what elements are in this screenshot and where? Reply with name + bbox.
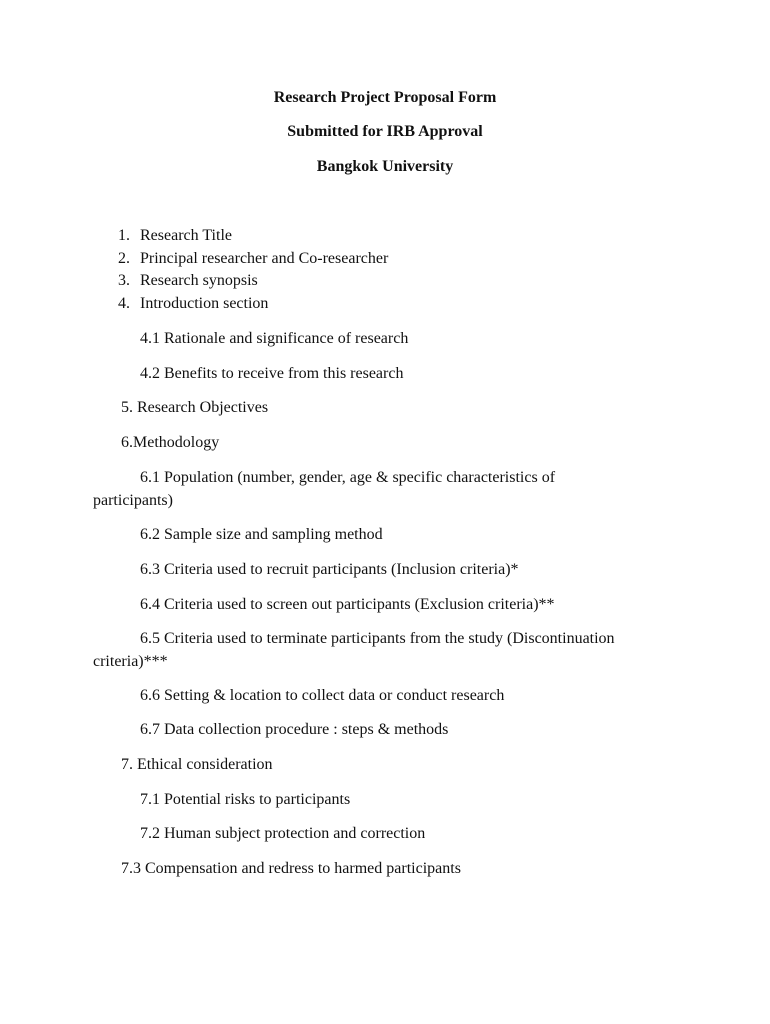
section-6-1-line1: 6.1 Population (number, gender, age & specific characteristics of bbox=[140, 469, 556, 486]
section-6-4: 6.4 Criteria used to screen out participants (Exclusion criteria)** bbox=[140, 596, 555, 613]
section-7-3: 7.3 Compensation and redress to harmed participants bbox=[121, 860, 461, 877]
list-item-number: 4. bbox=[118, 295, 130, 312]
section-7-2: 7.2 Human subject protection and correction bbox=[140, 825, 426, 842]
form-subtitle: Submitted for IRB Approval bbox=[287, 123, 483, 140]
list-item-number: 1. bbox=[118, 227, 130, 244]
institution-name: Bangkok University bbox=[316, 158, 454, 175]
section-6-5-line2: criteria)*** bbox=[93, 653, 168, 670]
section-7: 7. Ethical consideration bbox=[121, 756, 273, 773]
section-6-2: 6.2 Sample size and sampling method bbox=[140, 526, 383, 543]
section-4-2: 4.2 Benefits to receive from this research bbox=[140, 365, 404, 382]
section-7-1: 7.1 Potential risks to participants bbox=[140, 791, 351, 808]
list-item-label: Research Title bbox=[140, 227, 232, 244]
section-6-5-line1: 6.5 Criteria used to terminate participants from the study (Discontinuation bbox=[140, 630, 615, 647]
list-item-label: Introduction section bbox=[140, 295, 269, 312]
section-5: 5. Research Objectives bbox=[121, 399, 269, 416]
section-4-1: 4.1 Rationale and significance of research bbox=[140, 330, 409, 347]
section-6: 6.Methodology bbox=[121, 434, 220, 451]
section-6-3: 6.3 Criteria used to recruit participants (Inclusion criteria)* bbox=[140, 561, 519, 578]
list-item-label: Research synopsis bbox=[140, 272, 258, 289]
section-6-6: 6.6 Setting & location to collect data or conduct research bbox=[140, 687, 505, 704]
list-item-label: Principal researcher and Co-researcher bbox=[140, 250, 389, 267]
list-item-number: 2. bbox=[118, 250, 130, 267]
section-6-7: 6.7 Data collection procedure : steps & methods bbox=[140, 721, 449, 738]
list-item-number: 3. bbox=[118, 272, 130, 289]
section-6-1-line2: participants) bbox=[93, 492, 173, 509]
form-title: Research Project Proposal Form bbox=[273, 89, 497, 106]
